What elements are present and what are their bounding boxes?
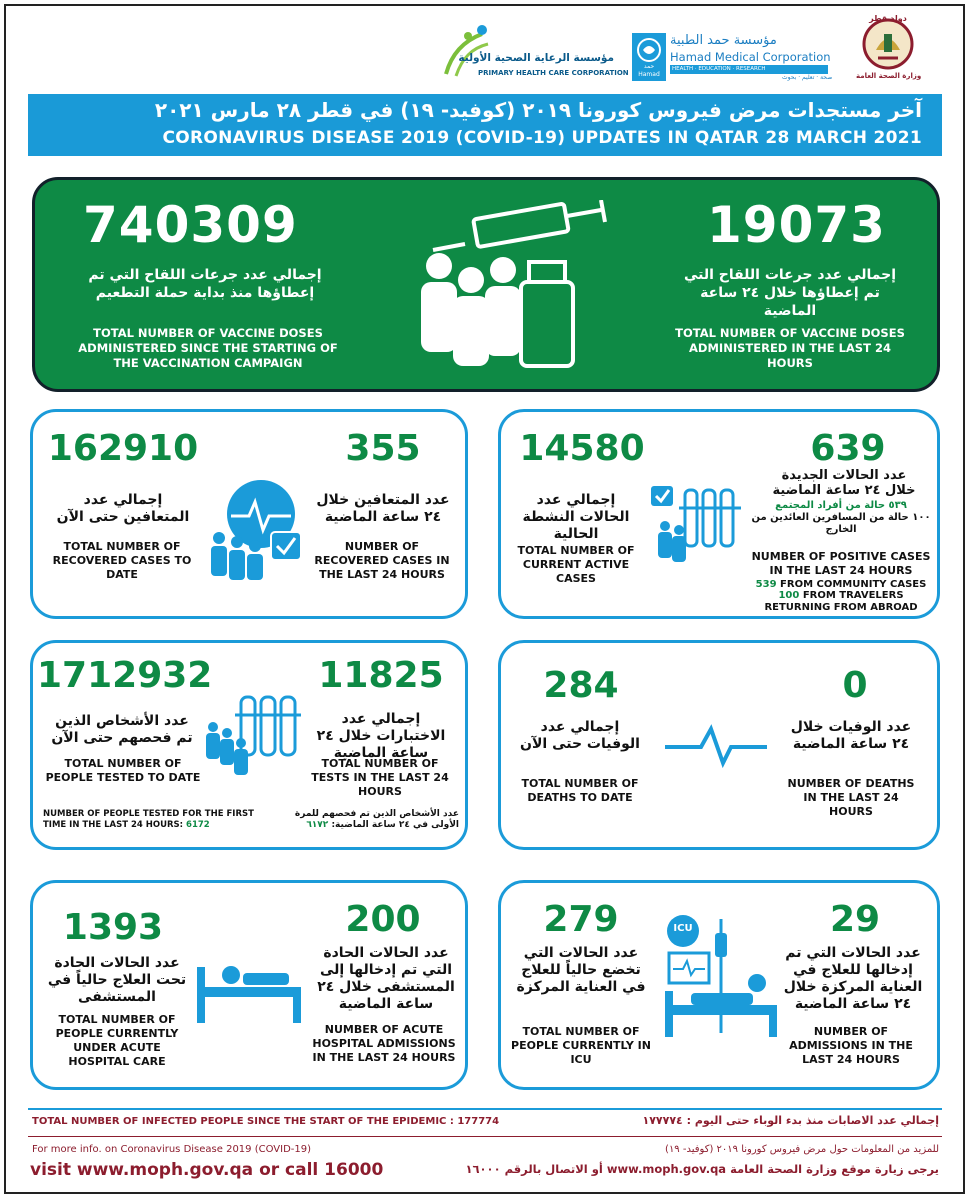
phcc-name-ar: مؤسسة الرعاية الصحية الأولية bbox=[458, 52, 614, 64]
hamad-logo bbox=[632, 33, 833, 83]
recovered-heartbeat-icon bbox=[199, 472, 309, 582]
deaths-day-number: 0 bbox=[842, 665, 868, 706]
new-cases-label-ar: عدد الحالات الجديدة خلال ٢٤ ساعة الماضية bbox=[772, 468, 916, 498]
recovered-card bbox=[30, 409, 468, 619]
tests-total-label-en: TOTAL NUMBER OF PEOPLE TESTED TO DATE bbox=[45, 757, 201, 784]
tests-total-label-ar: عدد الأشخاص الذين تم فحصهم حتى الآن bbox=[51, 713, 193, 746]
recovered-day-label-ar: عدد المتعافين خلال ٢٤ ساعة الماضية bbox=[316, 492, 450, 525]
active-cases-card bbox=[498, 409, 940, 619]
new-cases-label-en: NUMBER OF POSITIVE CASES IN THE LAST 24 HOURS bbox=[751, 550, 931, 577]
icu-label: ICU bbox=[673, 923, 693, 934]
footer-bottom-rule bbox=[28, 1136, 942, 1137]
more-info-en: For more info. on Coronavirus Disease 2019 (COVID-19) bbox=[32, 1144, 312, 1155]
recovered-total-number: 162910 bbox=[47, 428, 199, 469]
recovered-total-label-en: TOTAL NUMBER OF RECOVERED CASES TO DATE bbox=[52, 540, 192, 581]
moph-name-ar: وزارة الصحة العامة bbox=[856, 72, 922, 80]
icu-card bbox=[498, 880, 940, 1090]
hamad-tagline-en: HEALTH · EDUCATION · RESEARCH bbox=[672, 66, 766, 72]
visit-website-ar[interactable]: يرجى زيارة موقع وزارة الصحة العامة www.moph.gov.qa أو الاتصال بالرقم ١٦٠٠٠ bbox=[465, 1162, 939, 1176]
tests-day-label-en: TOTAL NUMBER OF TESTS IN THE LAST 24 HOURS bbox=[311, 757, 449, 798]
first-time-tests-label: NUMBER OF PEOPLE TESTED FOR THE FIRST TIME IN THE LAST 24 HOURS: bbox=[43, 809, 254, 830]
tests-total-number: 1712932 bbox=[37, 655, 213, 696]
vaccine-total-label-ar: إجمالي عدد جرعات اللقاح التي تم إعطاؤها منذ بداية حملة التطعيم bbox=[88, 267, 322, 301]
deaths-day-label-en: NUMBER OF DEATHS IN THE LAST 24 HOURS bbox=[787, 777, 915, 818]
hamad-small-ar: حمد bbox=[643, 63, 655, 70]
hospital-bed-icon bbox=[191, 953, 311, 1033]
footer-top-rule bbox=[28, 1108, 942, 1110]
icu-total-number: 279 bbox=[543, 899, 619, 940]
acute-day-label-ar: عدد الحالات الحادة التي تم إدخالها إلى المستشفى خلال ٢٤ ساعة الماضية bbox=[317, 945, 455, 1012]
title-banner bbox=[28, 94, 942, 156]
icu-day-label-en: NUMBER OF ADMISSIONS IN THE LAST 24 HOURS bbox=[789, 1025, 913, 1066]
active-total-label-en: TOTAL NUMBER OF CURRENT ACTIVE CASES bbox=[517, 544, 635, 585]
new-cases-travel-en bbox=[751, 590, 931, 614]
active-total-label-ar: إجمالي عدد الحالات النشطة الحالية bbox=[522, 492, 630, 542]
new-cases-number: 639 bbox=[810, 428, 886, 469]
first-time-tests-number: 6172 bbox=[186, 820, 210, 830]
hamad-name-ar: مؤسسة حمد الطبية bbox=[670, 33, 777, 48]
first-time-tests-label-ar: عدد الأشخاص الذين تم فحصهم للمرة الأولى في ٢٤ ساعة الماضية: bbox=[294, 809, 459, 830]
vaccine-total-number: 740309 bbox=[83, 196, 298, 254]
icu-total-label-en: TOTAL NUMBER OF PEOPLE CURRENTLY IN ICU bbox=[511, 1025, 651, 1066]
community-cases-label: FROM COMMUNITY CASES bbox=[780, 579, 927, 590]
deaths-total-number: 284 bbox=[543, 665, 619, 706]
tests-day-label-ar: إجمالي عدد الاختبارات خلال ٢٤ ساعة الماضية bbox=[316, 711, 446, 761]
acute-total-label-ar: عدد الحالات الحادة تحت العلاج حالياً في المستشفى bbox=[47, 955, 187, 1005]
recovered-day-number: 355 bbox=[345, 428, 421, 469]
vaccine-total-label-en: TOTAL NUMBER OF VACCINE DOSES ADMINISTERED SINCE THE STARTING OF THE VACCINATION CAMPAIGN bbox=[78, 326, 338, 370]
acute-day-number: 200 bbox=[345, 899, 421, 940]
icu-total-label-ar: عدد الحالات التي تخضع حالياً للعلاج في العناية المركزة bbox=[516, 945, 646, 995]
infected-total-en: TOTAL NUMBER OF INFECTED PEOPLE SINCE THE START OF THE EPIDEMIC : 177774 bbox=[32, 1116, 500, 1127]
hamad-tagline-ar: صحة · تعليم · بحوث bbox=[782, 74, 833, 81]
icu-day-number: 29 bbox=[829, 899, 881, 940]
moph-logo bbox=[856, 14, 920, 84]
vaccine-panel bbox=[32, 177, 940, 392]
active-total-number: 14580 bbox=[519, 428, 645, 469]
new-cases-travel-ar: ١٠٠ حالة من المسافرين العائدين من الخارج bbox=[751, 512, 931, 535]
visit-website-en[interactable]: visit www.moph.gov.qa or call 16000 bbox=[30, 1160, 384, 1180]
deaths-total-label-en: TOTAL NUMBER OF DEATHS TO DATE bbox=[521, 777, 639, 804]
first-time-tests-number-ar: ٦١٧٢ bbox=[306, 820, 329, 830]
acute-day-label-en: NUMBER OF ACUTE HOSPITAL ADMISSIONS IN THE LAST 24 HOURS bbox=[312, 1023, 456, 1064]
vaccine-day-number: 19073 bbox=[707, 196, 886, 254]
community-cases-number: 539 bbox=[755, 579, 777, 590]
deaths-total-label-ar: إجمالي عدد الوفيات حتى الآن bbox=[520, 719, 640, 752]
acute-total-number: 1393 bbox=[62, 907, 164, 948]
title-ar: آخر مستجدات مرض فيروس كورونا ٢٠١٩ (كوفيد- ١٩) في قطر ٢٨ مارس ٢٠٢١ bbox=[154, 98, 922, 122]
phcc-name-en: PRIMARY HEALTH CARE CORPORATION bbox=[478, 69, 629, 77]
hamad-emblem-icon bbox=[632, 33, 666, 81]
vaccine-day-label-en: TOTAL NUMBER OF VACCINE DOSES ADMINISTERED IN THE LAST 24 HOURS bbox=[675, 326, 905, 370]
acute-care-card bbox=[30, 880, 468, 1090]
acute-total-label-en: TOTAL NUMBER OF PEOPLE CURRENTLY UNDER ACUTE HOSPITAL CARE bbox=[55, 1013, 179, 1068]
infected-total-ar: إجمالي عدد الاصابات منذ بدء الوباء حتى اليوم : ١٧٧٧٧٤ bbox=[642, 1114, 939, 1127]
first-time-tests-ar bbox=[269, 809, 459, 831]
deaths-day-label-ar: عدد الوفيات خلال ٢٤ ساعة الماضية bbox=[790, 719, 912, 752]
deaths-card bbox=[498, 640, 940, 850]
travel-cases-label: FROM TRAVELERS RETURNING FROM ABROAD bbox=[764, 590, 918, 613]
travel-cases-number: 100 bbox=[778, 590, 800, 601]
vaccination-people-syringe-icon bbox=[387, 200, 627, 370]
hamad-name-en: Hamad Medical Corporation bbox=[670, 50, 831, 64]
title-en: CORONAVIRUS DISEASE 2019 (COVID-19) UPDATES IN QATAR 28 MARCH 2021 bbox=[162, 128, 922, 148]
moph-state-ar: دولة قطر bbox=[869, 14, 907, 23]
tests-day-number: 11825 bbox=[318, 655, 444, 696]
more-info-ar: للمزيد من المعلومات حول مرض فيروس كورونا ٢٠١٩ (كوفيد- ١٩) bbox=[665, 1144, 939, 1155]
icu-day-label-ar: عدد الحالات التي تم إدخالها للعلاج في العناية المركزة خلال ٢٤ ساعة الماضية bbox=[783, 945, 923, 1012]
vaccine-day-label-ar: إجمالي عدد جرعات اللقاح التي تم إعطاؤها خلال ٢٤ ساعة الماضية bbox=[683, 267, 897, 319]
tests-tubes-icon bbox=[201, 693, 311, 783]
icu-bed-monitor-icon bbox=[661, 913, 781, 1043]
tests-card bbox=[30, 640, 468, 850]
recovered-total-label-ar: إجمالي عدد المتعافين حتى الآن bbox=[56, 492, 190, 525]
hamad-small-en: Hamad bbox=[638, 71, 660, 78]
new-cases-community-ar: ٥٣٩ حالة من أفراد المجتمع bbox=[775, 500, 907, 511]
first-time-tests-en bbox=[43, 809, 259, 831]
flatline-icon bbox=[661, 715, 771, 775]
active-cases-tubes-icon bbox=[649, 482, 759, 582]
phcc-logo bbox=[438, 22, 629, 84]
recovered-day-label-en: NUMBER OF RECOVERED CASES IN THE LAST 24 HOURS bbox=[314, 540, 450, 581]
